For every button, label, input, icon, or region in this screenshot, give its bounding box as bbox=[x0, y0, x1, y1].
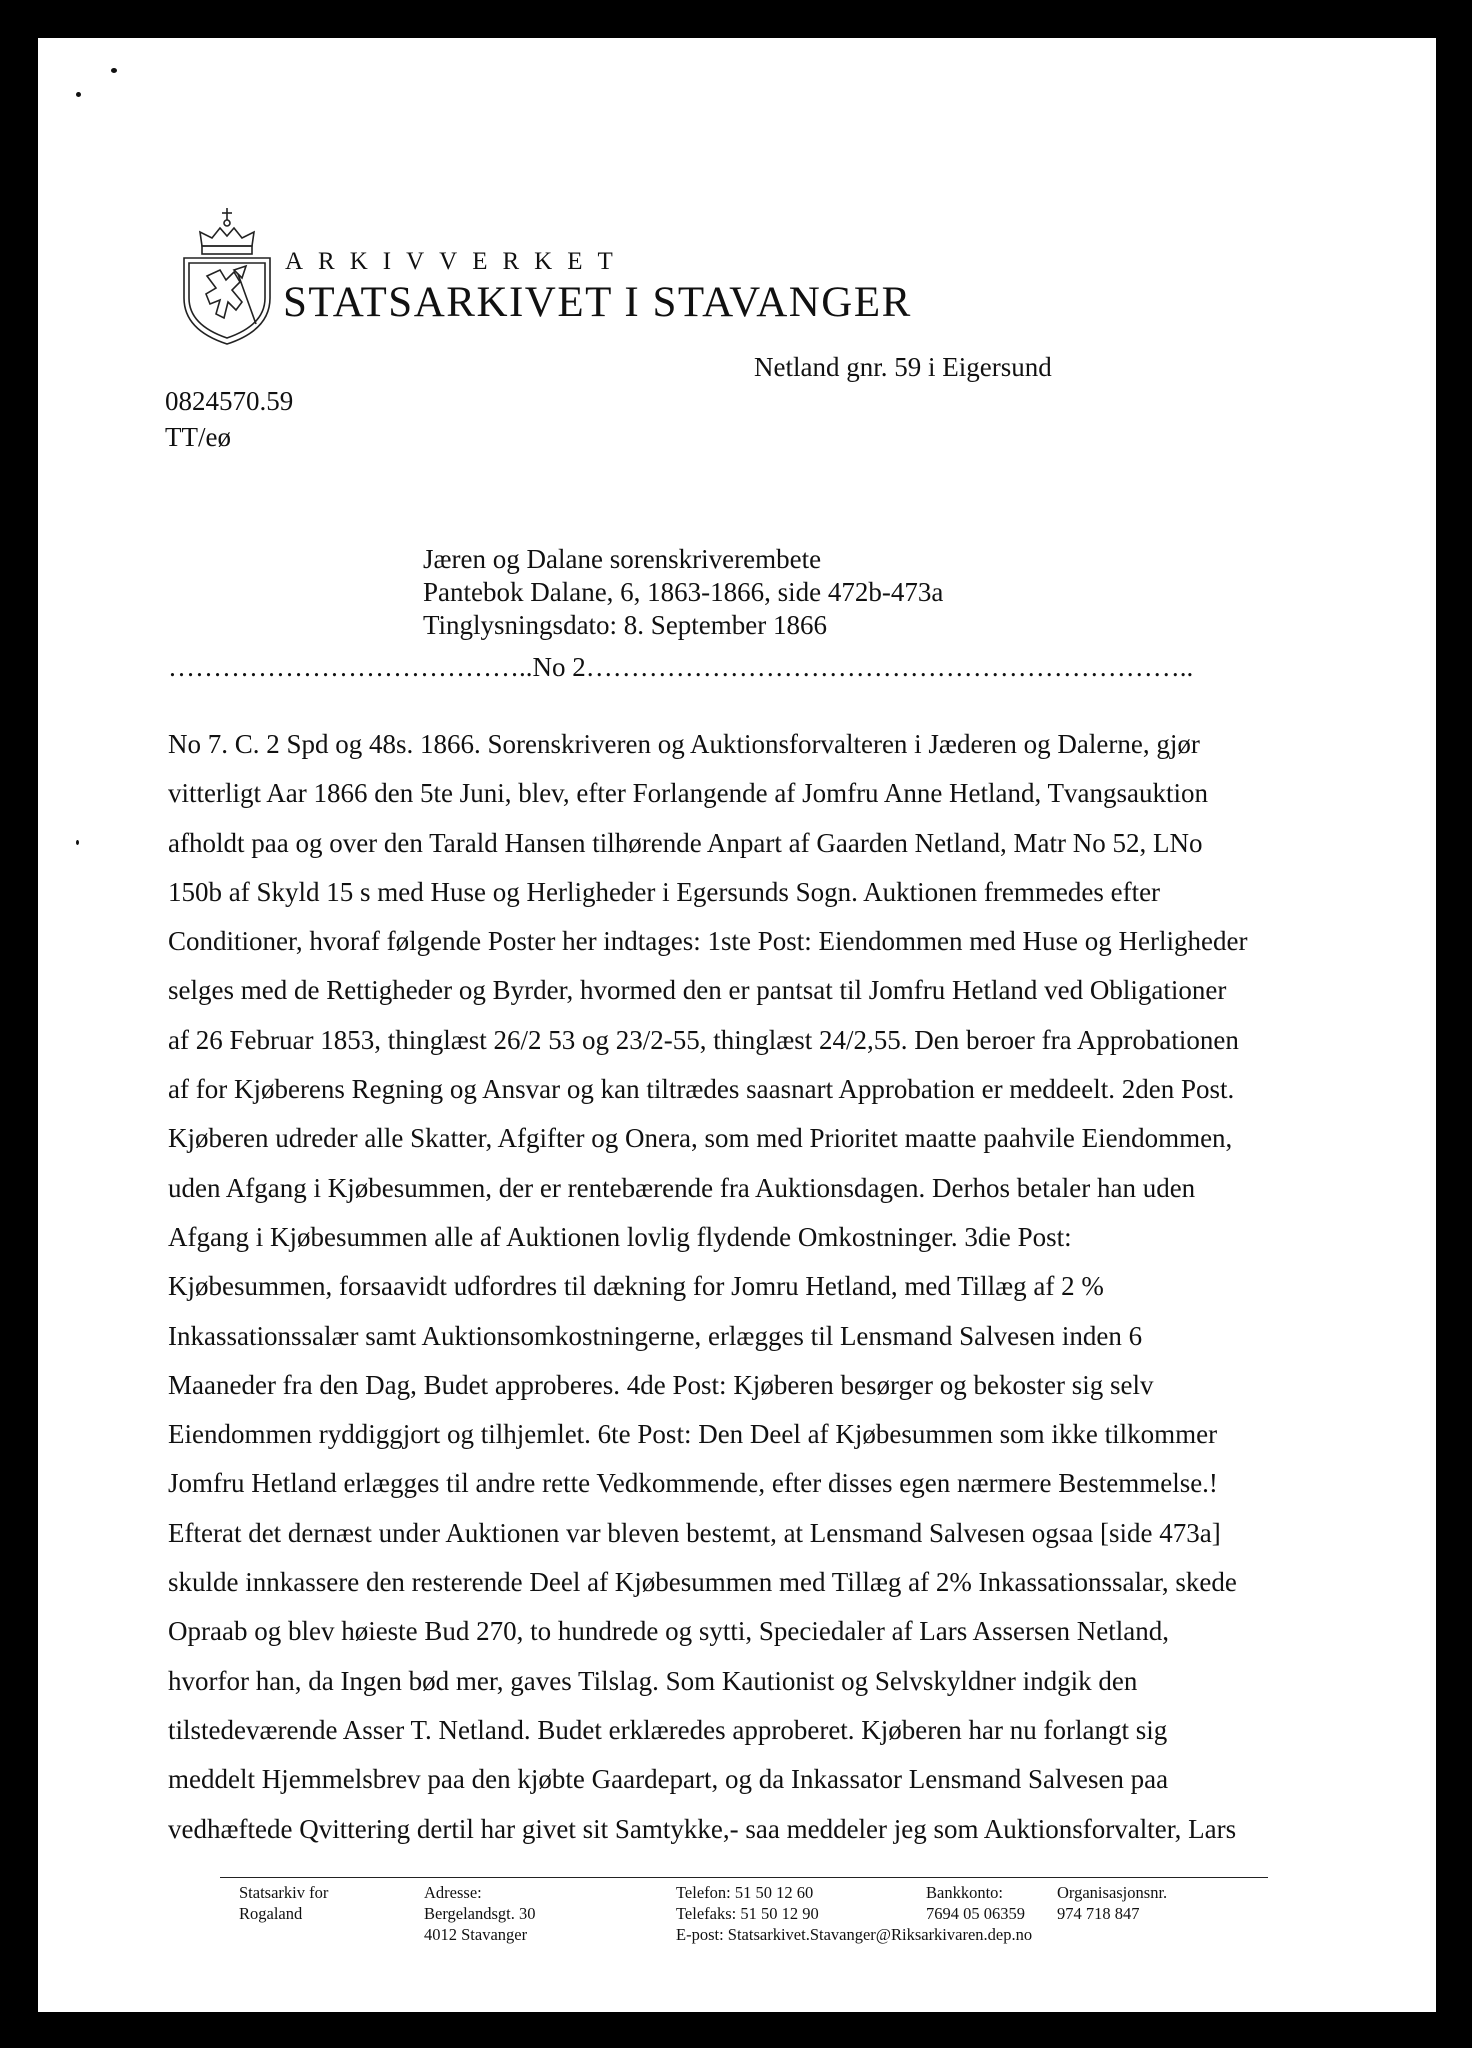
footer-org bbox=[1057, 1882, 1167, 1924]
body-line: Kjøberen udreder alle Skatter, Afgifter og Onera, som med Prioritet maatte paahvile Eiendommen, bbox=[168, 1123, 1233, 1154]
footer-archive-line: Statsarkiv for bbox=[239, 1883, 329, 1902]
footer-bank-label: Bankkonto: bbox=[926, 1883, 1003, 1902]
body-line: vedhæftede Qvittering dertil har givet sit Samtykke,- saa meddeler jeg som Auktionsforvalter, Lars bbox=[168, 1813, 1237, 1844]
body-line: Inkassationssalær samt Auktionsomkostningerne, erlægges til Lensmand Salvesen inden 6 bbox=[168, 1320, 1143, 1351]
body-line: Opraab og blev høieste Bud 270, to hundrede og sytti, Speciedaler af Lars Assersen Netland, bbox=[168, 1616, 1169, 1647]
source-date: Tinglysningsdato: 8. September 1866 bbox=[423, 610, 828, 640]
transcription-body bbox=[168, 720, 1348, 1854]
body-line: uden Afgang i Kjøbesummen, der er rentebærende fra Auktionsdagen. Derhos betaler han uden bbox=[168, 1172, 1196, 1203]
footer-org-label: Organisasjonsnr. bbox=[1057, 1883, 1168, 1902]
footer-divider bbox=[220, 1877, 1268, 1878]
footer-address-label: Adresse: bbox=[424, 1883, 482, 1902]
source-block bbox=[423, 543, 943, 642]
body-line: Jomfru Hetland erlægges til andre rette Vedkommende, efter disses egen nærmere Bestemmelse.! bbox=[168, 1468, 1218, 1499]
body-line: Afgang i Kjøbesummen alle af Auktionen lovlig flydende Omkostninger. 3die Post: bbox=[168, 1221, 1072, 1252]
body-line: vitterligt Aar 1866 den 5te Juni, blev, efter Forlangende af Jomfru Anne Hetland, Tvangsauktion bbox=[168, 778, 1209, 809]
body-line: Eiendommen ryddiggjort og tilhjemlet. 6te Post: Den Deel af Kjøbesummen som ikke tilkommer bbox=[168, 1419, 1218, 1450]
body-line: afholdt paa og over den Tarald Hansen tilhørende Anpart af Gaarden Netland, Matr No 52, LNo bbox=[168, 827, 1203, 858]
entry-separator: …………………………………..No 2………………………………………………………….. bbox=[168, 652, 1194, 682]
footer-email: E-post: Statsarkivet.Stavanger@Riksarkivaren.dep.no bbox=[676, 1925, 1033, 1944]
reference-number: 0824570.59 bbox=[165, 386, 294, 416]
body-line: Efterat det dernæst under Auktionen var bleven bestemt, at Lensmand Salvesen ogsaa [side 473a] bbox=[168, 1517, 1221, 1548]
scan-speck bbox=[76, 92, 81, 97]
footer-archive-line: Rogaland bbox=[239, 1904, 303, 1923]
body-line: Kjøbesummen, forsaavidt udfordres til dækning for Jomru Hetland, med Tillæg af 2 % bbox=[168, 1271, 1104, 1302]
body-line: Conditioner, hvoraf følgende Poster her indtages: 1ste Post: Eiendommen med Huse og Herligheder bbox=[168, 926, 1248, 957]
scan-speck bbox=[76, 840, 79, 845]
footer-address-city: 4012 Stavanger bbox=[424, 1925, 528, 1944]
footer-address-street: Bergelandsgt. 30 bbox=[424, 1904, 536, 1923]
footer-bank bbox=[926, 1882, 1025, 1924]
source-court: Jæren og Dalane sorenskriverembete bbox=[423, 544, 822, 574]
scan-speck bbox=[111, 68, 117, 73]
norwegian-coat-of-arms-icon bbox=[172, 206, 282, 346]
org-small-name: ARKIVVERKET bbox=[285, 248, 628, 275]
body-line: No 7. C. 2 Spd og 48s. 1866. Sorenskriveren og Auktionsforvalteren i Jæderen og Dalerne, gjør bbox=[168, 729, 1200, 759]
document-subject: Netland gnr. 59 i Eigersund bbox=[754, 352, 1052, 382]
footer-org-number: 974 718 847 bbox=[1057, 1904, 1140, 1923]
source-book: Pantebok Dalane, 6, 1863-1866, side 472b-473a bbox=[423, 577, 944, 607]
footer-bank-account: 7694 05 06359 bbox=[926, 1904, 1025, 1923]
body-line: skulde innkassere den resterende Deel af Kjøbesummen med Tillæg af 2% Inkassationssalar, skede bbox=[168, 1567, 1237, 1598]
body-line: af 26 Februar 1853, thinglæst 26/2 53 og 23/2-55, thinglæst 24/2,55. Den beroer fra Approbationen bbox=[168, 1024, 1239, 1055]
footer-phone: Telefon: 51 50 12 60 bbox=[676, 1883, 814, 1902]
body-line: selges med de Rettigheder og Byrder, hvormed den er pantsat til Jomfru Hetland ved Obligationer bbox=[168, 975, 1227, 1006]
body-line: 150b af Skyld 15 s med Huse og Herligheder i Egersunds Sogn. Auktionen fremmedes efter bbox=[168, 876, 1161, 907]
footer-archive bbox=[239, 1882, 328, 1924]
body-line: meddelt Hjemmelsbrev paa den kjøbte Gaardepart, og da Inkassator Lensmand Salvesen paa bbox=[168, 1764, 1169, 1795]
body-line: af for Kjøberens Regning og Ansvar og kan tiltrædes saasnart Approbation er meddeelt. 2den Post. bbox=[168, 1074, 1235, 1105]
body-line: tilstedeværende Asser T. Netland. Budet erklæredes approberet. Kjøberen har nu forlangt sig bbox=[168, 1714, 1168, 1745]
reference-initials: TT/eø bbox=[165, 422, 231, 452]
document-page bbox=[38, 38, 1436, 2012]
footer-fax: Telefaks: 51 50 12 90 bbox=[676, 1904, 819, 1923]
org-name: STATSARKIVET I STAVANGER bbox=[283, 279, 912, 326]
body-line: Maaneder fra den Dag, Budet approberes. 4de Post: Kjøberen besørger og bekoster sig selv bbox=[168, 1369, 1154, 1400]
footer-address bbox=[424, 1882, 536, 1945]
body-line: hvorfor han, da Ingen bød mer, gaves Tilslag. Som Kautionist og Selvskyldner indgik den bbox=[168, 1665, 1138, 1696]
reference-block bbox=[165, 383, 293, 455]
